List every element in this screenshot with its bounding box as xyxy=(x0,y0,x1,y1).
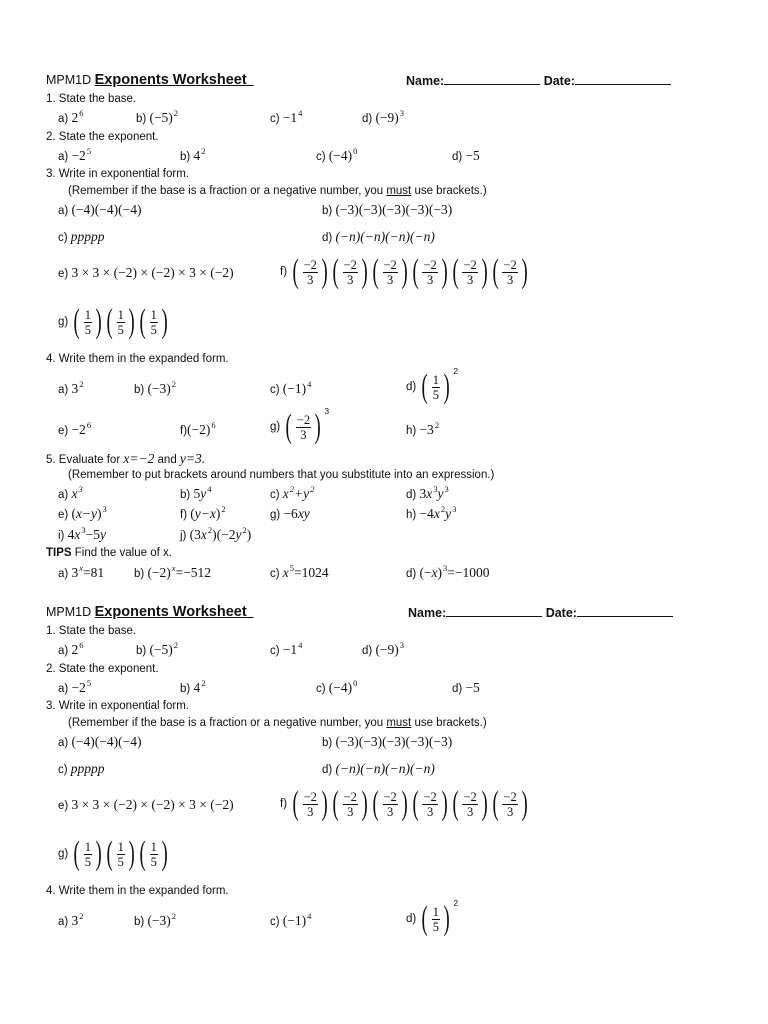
q5-note: (Remember to put brackets around numbers that you substitute into an expression.) xyxy=(68,469,495,481)
q4-a: a) $3^2$ xyxy=(58,379,84,396)
q1-c: $c) -1^4$ xyxy=(270,108,303,125)
q5-e: e) $(x-y)^3$ xyxy=(58,504,107,521)
q3-g: g) ( $\frac{1}{5}$ ) ( $\frac{1}{5}$ ) ( $\frac{1}{5}$ ) xyxy=(58,835,168,872)
q2-a: $a) -2^5$ xyxy=(58,146,92,163)
q1-d: d) $(-9)^3$ xyxy=(362,108,405,125)
date-blank[interactable] xyxy=(577,605,673,617)
q5-g: g) −6xy xyxy=(270,506,310,521)
q3-e: e) 3 × 3 × (−2) × (−2) × 3 × (−2) xyxy=(58,265,234,280)
q3-note: (Remember if the base is a fraction or a negative number, you must use brackets.) xyxy=(68,185,487,197)
q4-b: b) $(-3)^2$ xyxy=(134,379,177,396)
q5-prompt: 5. Evaluate for x=−2 and y=3. xyxy=(46,451,206,466)
q4-h: $h) -3^2$ xyxy=(406,420,440,437)
q2-d: d) −5 xyxy=(452,680,480,695)
course-code: MPM1D xyxy=(46,605,92,619)
q1-b: b) $(-5)^2$ xyxy=(136,108,179,125)
q3-prompt: 3. Write in exponential form. xyxy=(46,168,189,180)
q3-a: a) (−4)(−4)(−4) xyxy=(58,734,142,749)
q3-d: d) (−n)(−n)(−n)(−n) xyxy=(322,229,435,244)
q5-j: j) $(3x^2)(-2y^2)$ xyxy=(180,525,252,542)
q3-g: g) ( $\frac{1}{5}$ ) ( $\frac{1}{5}$ ) ( $\frac{1}{5}$ ) xyxy=(58,303,168,340)
date-label: Date: xyxy=(543,74,575,88)
name-date-fields xyxy=(406,73,671,88)
q2-b: b) $4^2$ xyxy=(180,146,206,163)
q3-f: f) ( $\frac{-2}{3}$ ) ( $\frac{-2}{3}$ ) ( $\frac{-2}{3}$ ) ( $\frac{-2}{3}$ ) ( $\frac{-2}{3}$ ) ( $\frac{-2}{3}$ ) xyxy=(280,253,528,290)
name-blank[interactable] xyxy=(446,605,542,617)
q4-a: a) $3^2$ xyxy=(58,911,84,928)
q2-c: c) $(-4)^0$ xyxy=(316,146,358,163)
q4-b: b) $(-3)^2$ xyxy=(134,911,177,928)
q5-c: c) $x^2+y^2$ xyxy=(270,484,315,501)
q3-b: b) (−3)(−3)(−3)(−3)(−3) xyxy=(322,202,453,217)
tips-c: c) $x^5=1024$ xyxy=(270,563,329,580)
q3-e: e) 3 × 3 × (−2) × (−2) × 3 × (−2) xyxy=(58,797,234,812)
q4-c: c) $(-1)^4$ xyxy=(270,911,312,928)
q4-d: d) ( $\frac{1}{5}$ ) $^2$ xyxy=(406,898,459,937)
q3-f: f) ( $\frac{-2}{3}$ ) ( $\frac{-2}{3}$ ) ( $\frac{-2}{3}$ ) ( $\frac{-2}{3}$ ) ( $\frac{-2}{3}$ ) ( $\frac{-2}{3}$ ) xyxy=(280,785,528,822)
date-label: Date: xyxy=(545,606,577,620)
q4-g: g) ( $\frac{-2}{3}$ ) $^3$ xyxy=(270,406,330,445)
tips-d: d) $(-x)^3=-1000$ xyxy=(406,563,490,580)
q4-prompt: 4. Write them in the expanded form. xyxy=(46,885,229,897)
q5-d: d) $3x^3y^3$ xyxy=(406,484,449,501)
q1-a: a) $2^6$ xyxy=(58,640,84,657)
q1-prompt: 1. State the base. xyxy=(46,625,137,637)
q5-i: i) $4x^3-5y$ xyxy=(58,525,106,542)
q5-a: a) $x^3$ xyxy=(58,484,83,501)
q1-b: b) $(-5)^2$ xyxy=(136,640,179,657)
worksheet-header xyxy=(46,72,254,88)
q5-f: f) $(y-x)^2$ xyxy=(180,504,226,521)
q2-prompt: 2. State the exponent. xyxy=(46,663,159,675)
q3-note: (Remember if the base is a fraction or a negative number, you must use brackets.) xyxy=(68,717,487,729)
tips-prompt: TIPS Find the value of x. xyxy=(46,547,172,559)
q1-prompt: 1. State the base. xyxy=(46,93,137,105)
q5-b: b) $5y^4$ xyxy=(180,484,212,501)
q2-c: c) $(-4)^0$ xyxy=(316,678,358,695)
q3-prompt: 3. Write in exponential form. xyxy=(46,700,189,712)
q4-d: d) ( $\frac{1}{5}$ ) $^2$ xyxy=(406,366,459,405)
name-label: Name: xyxy=(406,74,445,88)
q2-b: b) $4^2$ xyxy=(180,678,206,695)
q3-b: b) (−3)(−3)(−3)(−3)(−3) xyxy=(322,734,453,749)
q2-a: $a) -2^5$ xyxy=(58,678,92,695)
date-blank[interactable] xyxy=(575,73,671,85)
worksheet-header xyxy=(46,604,254,620)
tips-b: b) $(-2)^x=-512$ xyxy=(134,563,212,580)
q2-d: d) −5 xyxy=(452,148,480,163)
q1-a: a) $2^6$ xyxy=(58,108,84,125)
q3-c: c) ppppp xyxy=(58,229,105,244)
q1-d: d) $(-9)^3$ xyxy=(362,640,405,657)
q3-a: a) (−4)(−4)(−4) xyxy=(58,202,142,217)
q4-f: $f)(-2)^6$ xyxy=(180,420,216,437)
q3-c: c) ppppp xyxy=(58,761,105,776)
q5-h: $h) -4x^2y^3$ xyxy=(406,504,457,521)
q1-c: $c) -1^4$ xyxy=(270,640,303,657)
course-code: MPM1D xyxy=(46,73,92,87)
worksheet-title: Exponents Worksheet xyxy=(94,604,247,620)
q3-d: d) (−n)(−n)(−n)(−n) xyxy=(322,761,435,776)
name-date-fields xyxy=(408,605,673,620)
q2-prompt: 2. State the exponent. xyxy=(46,131,159,143)
q4-c: c) $(-1)^4$ xyxy=(270,379,312,396)
name-label: Name: xyxy=(408,606,447,620)
tips-a: a) $3^x=81$ xyxy=(58,563,105,580)
worksheet-title: Exponents Worksheet xyxy=(94,72,247,88)
name-blank[interactable] xyxy=(444,73,540,85)
q4-e: $e) -2^6$ xyxy=(58,420,92,437)
q4-prompt: 4. Write them in the expanded form. xyxy=(46,353,229,365)
